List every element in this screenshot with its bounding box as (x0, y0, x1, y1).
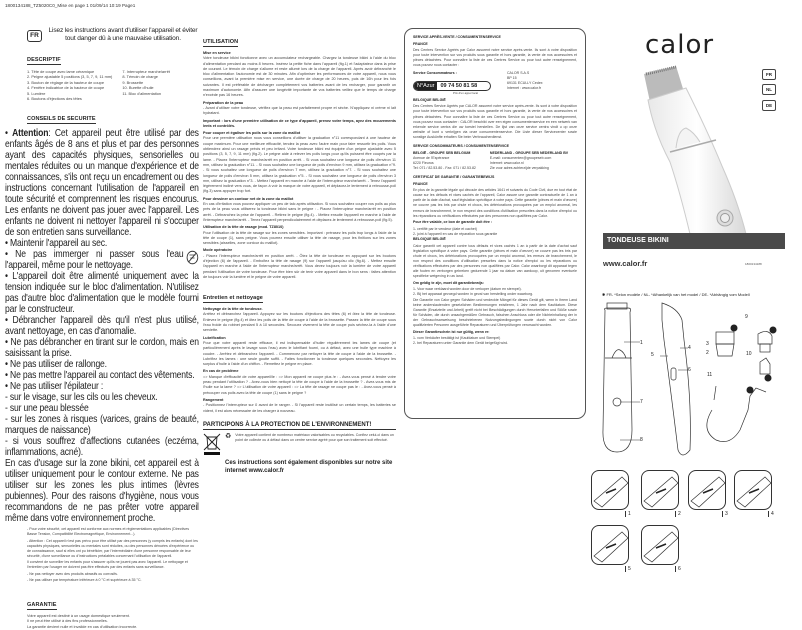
safety-paragraph: • Ne pas utiliser l'épilateur : (5, 381, 104, 393)
safety-attention: • Attention: Cet appareil peut être utilisé par des enfants âgés de 8 ans et plus et par des personnes ayant des capacités physiques, sensorielles ou mentales réduites ou un manque d'expérience et de connaissances, s'ils ont reçu un encadrement ou des instructions concernant l'utilisation de l'appareil en toute sécurité et comprennent les risques encourus. Les enfants ne doivent pas jouer avec l'appareil. Les enfants ne doivent ni nettoyer l'appareil ni s'occuper de son entretien sans surveillance. (5, 128, 199, 239)
section-text: - Positionnez l'interrupteur sur 0 avant de le ranger. - Si l'appareil reste inutilisé un certain temps, les batteries se vident, il est alors nécessaire de les charger à nouveau. (203, 403, 396, 413)
descriptif-heading: DESCRIPTIF (27, 57, 61, 63)
cert-fr-text: En plus de la garantie légale qui découle des articles 1641 et suivants du Code Civil, due en tout état de cause sur les défauts et vices cachés de l'appareil, Calor assure une garantie contractuelle de 1 an à partir de la date d'achat, sauf législation spécifique à votre pays. Cette garantie (pièces et main d'œuvre) ne couvre pas les bris par chute et chocs, les détériorations provoquées par un emploi anormal, les erreurs de branchement, le non respect des conditions d'utilisation prescrites dans la notice d'emploi ou les réparations ou vérifications effectuées par des personnes non qualifiées par Calor. (413, 188, 578, 218)
calor-address (507, 71, 543, 96)
section-text: - Placez l'interrupteur marche/arrêt en position arrêt. - Ôtez la tête de tondeuse en appuyant sur les boutons d'éjection (6) de l'appareil. - Emboîtez la tête de rasage (9) sur l'appareil jusqu'au clic (fig.6). - Mettez ensuite l'appareil en marche à l'aide de l'interrupteur marche/arrêt. Vous devez toujours voir la lumière de votre appareil pendant l'utilisation de votre tondeuse. Pour être bien sûr de tenir votre appareil dans le bon sens : faites attention de toujours voir la lumière et le peigne de votre appareil. (203, 253, 396, 279)
certificate-item: 1- certifié par le vendeur (date et cachet) (413, 226, 477, 231)
address-line: Internet : www.calor.fr (507, 85, 542, 90)
figure-number: 3 (722, 511, 728, 517)
part-number: 7 (640, 399, 643, 405)
instruction-figure (641, 470, 679, 510)
section-text: En cas d'irritation vous pouvez appliquer un peu de talc après utilisation. Si vous souhaitez couper vos poils au plus près de la peau vous utiliserez la tondeuse bikini sans le peigne : - Placez l'interrupteur marche/arrêt en position arrêt. - Débranchez la prise de l'appareil. - Retirez le peigne (fig.4). - Mettez ensuite l'appareil en marche à l'aide de l'interrupteur marche/arrêt. - Tenez l'appareil perpendiculairement et déplacez-le lentement à rebrousse-poil (fig.5). (203, 202, 396, 222)
address-line: 69131 ECULLY Cedex (507, 80, 543, 85)
address-line: CALOR S.A.S (507, 70, 530, 75)
instruction-figure (734, 470, 772, 510)
print-slug-line: 1800134188_TZ5020C0_Mise en page 1 01/09/14 10:19 Page1 (5, 3, 136, 8)
certificate-item: 2- bei Reparaturen unter Garantie dem Gerät beigefügt wird. (413, 341, 509, 346)
section-text: => Manque d'efficacité de votre appareil/le : => Mon appareil ne coupe plus /e : - Avez-vous pensé à tendre votre peau pendant l'utilisation ? - Avez-vous bien nettoyé la tête de coupe à l'aide de la brossette ? - Avez-vous mis de l'huile sur la lame ? => L'utilisation de votre appareil : => La tête de rasage ne coupe pas le : - Avez-vous pensé à précouper vos poils avec la tête de coupe (1) sans le peigne ? (203, 374, 396, 395)
section-text: - Avant d'utiliser votre tondeuse, vérifiez que la peau est parfaitement propre et sèche. N'appliquez ni crème ni lait hydratant. (203, 105, 396, 116)
parts-list-item: 5. Lumière (27, 90, 46, 96)
instruction-figure (591, 470, 629, 510)
parts-list-item: 8. Témoin de charge (122, 74, 158, 80)
figure-number: 4 (768, 511, 774, 517)
recycle-icon: ♻ (225, 432, 232, 440)
lang-de: DE (762, 100, 776, 111)
part-number: 9 (745, 314, 748, 320)
guarantee-line: Il ne peut être utilisé à des fins professionnelles. (27, 619, 108, 624)
parts-list-item: 1. Tête de coupe avec lame céramique (27, 69, 95, 74)
section-heading: Pour dessiner un contour net de la zone du maillot (203, 196, 294, 201)
product-photo-trimmer (640, 62, 770, 234)
cert-be-text: Calor garantit cet appareil contre tous défauts et vices cachés 1 an à partir de la date d'achat sauf législation spécifique à votre pays. Cette garantie (pièces et main d'œuvre) ne couvre pas les bris par chute et chocs, les détériorations provoquées par un emploi anormal, les erreurs de branchement, le non respect des conditions d'utilisation prescrites dans la notice d'emploi ou les réparations ou vérifications effectuées par des personnes non qualifiées par Calor. Calor waarborgt dit apparaat tegen alle fouten en verborgen gebreken gedurende 1 jaar na datum van aankoop, uit genomen eventuele specifieke wetgeving in uw land. (413, 243, 577, 279)
left-header (5, 27, 199, 43)
parts-list-item: 2. Peigne ajustable 5 positions (3, 5, 7, 9, 11 mm) (27, 74, 113, 80)
parts-list-item: 6. Boutons d'éjections des têtes (27, 96, 82, 102)
certificate-item: 2- joint à l'appareil en cas de réparation sous garantie (413, 231, 498, 236)
consumer-service-title: SERVICE CONSOMMATEURS / CONSUMENTENSERVICE (413, 144, 509, 148)
safety-heading: CONSEILS DE SECURITE (27, 116, 96, 123)
section-heading: Mode opératoire (203, 248, 233, 253)
safety-small-paragraph: Il convient de surveiller les enfants pour s'assurer qu'ils ne jouent pas avec l'appareil. Le nettoyage et l'entretien par l'usager ne doivent pas être effectués par des enfants sans surveillance. (27, 560, 188, 570)
safety-paragraph: - sur le visage, sur les cils ou les cheveux. (5, 392, 158, 404)
contact-line: Internet: www.calor.nl (489, 160, 524, 165)
safety-small-paragraph: - Ne pas utiliser par température inférieure à 0 °C et supérieure à 35 °C. (27, 578, 142, 583)
section-heading: Lubrification (203, 335, 226, 340)
parts-list-col2 (122, 69, 170, 101)
france-heading: FRANCE (413, 41, 428, 46)
belgium-contact: BELGIË - GROUPE SEB BELGIUM Avenue de l'Espérance 6220 Fleurus Tel: 071 / 82.53.80 - Fax: 071 / 82.53.82 (413, 150, 476, 170)
safety-paragraph: • Ne pas débrancher en tirant sur le cordon, mais en saisissant la prise. (5, 337, 199, 360)
certificate-item: 1- vom Verkäufer bestätigt ist (Kaufdatum und Stempel) (413, 336, 501, 341)
part-number: 6 (688, 367, 691, 373)
certificate-title: CERTIFICAT DE GARANTIE / GARANTIEBEWIJS (413, 174, 495, 179)
figure-number: 2 (675, 511, 681, 517)
safety-paragraph: • Ne pas mettre l'appareil au contact des vêtements. (5, 370, 195, 382)
section-heading: Nettoyage de la tête de tondeuse. (203, 307, 263, 312)
guarantee-section (5, 593, 199, 630)
parts-list-item: 7. Interrupteur marche/arrêt (122, 69, 170, 74)
safety-paragraph: - sur les zones à risques (varices, grains de beauté, marques de naissance) (5, 414, 199, 437)
contact-line: Avenue de l'Espérance (413, 155, 450, 160)
contact-line: E-mail: consumenten@groupeseb.com (489, 155, 552, 160)
figure-number: 5 (625, 566, 631, 572)
netherlands-contact: NEDERLAND - GROUPE SEB NEDERLAND BV E-mail: consumenten@groupeseb.com Internet: www.calor.nl Zie voor adres achterzijde verpakking (489, 150, 569, 170)
weee-bin-icon (203, 433, 221, 455)
part-number: 1 (640, 340, 643, 346)
section-heading: Utilisation de la tête de rasage (mod. TZ8010) (203, 225, 284, 230)
cover-reference: 1800134188 (745, 262, 762, 266)
model-note: ✱ FR- *Selon modèle / NL- *Afhankelijk van het model / DE- *Abhängig vom Modell (602, 292, 750, 297)
instruction-figure (688, 470, 726, 510)
section-text: Arrêtez et débranchez l'appareil. Appuyez sur les boutons d'éjections des têtes (6) et ôtez la tête de tondeuse. Enlevez le peigne (fig.4) et ôtez les poils de la tête de coupe à l'aide de la brossette. Passez la tête de coupe sous l'eau froide du robinet pendant 5 à 10 secondes. Secouez vivement la tête de coupe puis séchez-la à l'aide d'une serviette. (203, 312, 396, 333)
environment-heading: PARTICIPONS À LA PROTECTION DE L'ENVIRONNEMENT! (203, 422, 396, 430)
maintenance-heading: Entretien et nettoyage (203, 295, 263, 302)
part-number: 11 (707, 372, 713, 378)
belgium-heading: BELGIQUE BELGIË (413, 97, 446, 102)
safety-small-paragraph: - Pour votre sécurité, cet appareil est conforme aux normes et réglementations applicables (Directives Basse Tension, Compatibilité Electromagnétique, Environnement...). (27, 527, 189, 537)
part-number: 4 (688, 345, 691, 351)
safety-small-paragraph: - Ne pas nettoyer avec des produits abrasifs ou corrosifs. (27, 571, 118, 576)
cert-de-text: Die Garantie von Calor gegen Schäden und verdeckte Mängel für dieses Gerät gilt, wenn in Ihrem Land keine anderslautenden gesetzlichen Bestimmungen existieren, 1 Jahr nach dem Kaufdatum. Diese Garantie (Ersatzteile und Arbeit) greift nicht bei Beschädigungen durch Herunterfallen und Stöße sowie für Schäden, die durch unsachgemäßen Gebrauch, falschen Anschluss oder die Nichteinhaltung der in der Gebrauchsanweisung beschriebenen Nutzungsbedingungen sowie durch nicht von Calor qualifizierten Personen ausgeführte Reparaturen und Überprüfungen verursacht wurden. (413, 297, 577, 327)
part-number: 8 (640, 437, 643, 443)
cover-website: www.calor.fr (603, 259, 648, 268)
lang-fr: FR (762, 69, 776, 80)
instruction-figure (591, 525, 629, 565)
guarantee-heading: GARANTIE (27, 601, 57, 608)
figure-number: 1 (625, 511, 631, 517)
section-heading: En cas de problème (203, 369, 239, 374)
safety-paragraph: • Débrancher l'appareil dès qu'il n'est plus utilisé, avant nettoyage, en cas d'anomalie. (5, 315, 199, 338)
guarantee-line: La garantie devient nulle et invalide en cas d'utilisation incorrecte. (27, 624, 138, 629)
parts-list-item: 10. Burette d'huile (122, 85, 154, 91)
usage-heading: UTILISATION (203, 39, 239, 45)
parts-diagram (600, 300, 800, 460)
phone-number: 09 74 50 81 58 (440, 82, 478, 89)
safety-paragraph: • Maintenir l'appareil au sec. (5, 238, 108, 250)
section-heading: Pour couper et égaliser les poils sur la zone du maillot (203, 131, 301, 136)
service-label: Service Consommateurs : (413, 70, 457, 75)
part-number: 2 (706, 350, 709, 356)
language-badge-fr: FR (27, 30, 42, 42)
safety-text (5, 128, 199, 524)
website-note: Ces instructions sont également disponibles sur notre site internet www.calor.fr (225, 459, 393, 475)
belgium-text: Des Centres Service Agréés par CALOR assurent notre service après-vente. Ils sont à votre disposition pour toute intervention sur vos produits sous garantie et hors garantie, la vente de nos accessoires et pièces détachées. Pour connaître la liste de ces Centres Service ou pour tout autre renseignement, vous pouvez nous contacter : CALOR beschikt over een eigen consumentenservice en een netwerk van erkende service centra die uw toestel herstellen. De lijst van onze service centra vindt u op onze website of kunt u verkrijgen via onze consumentenservice. Die Liste dieser Servicecenter sowie sonstige Auskünfte erhalten Sie beim Verbraucherdienst. (413, 104, 577, 139)
parts-list-item: 4. Fenêtre indicatrice de la hauteur de coupe (27, 85, 105, 91)
after-sales-service-box: SERVICE APRÈS-VENTE / CONSUMENTENSERVICE FRANCE Des Centres Service Agréés par Calor assurent notre service après-vente. Ils sont à votre disposition pour toute intervention sur vos produits sous garantie et hors garantie, la vente de nos accessoires et pièces détachées. Pour connaître la liste de ces Centres Service ou pour tout autre renseignement, vous pouvez nous contacter : Service Consommateurs : N°Azur 09 74 50 81 58 Prix d'un appel local CALOR S.A.S BP 15 69131 ECULLY Cedex Internet : www.calor.fr BELGIQUE BELGIË Des Centres Service Agréés par CALOR assurent notre service après-vente. Ils sont à votre disposition pour toute intervention sur vos produits sous garantie et hors garantie, la vente de nos accessoires et pièces détachées. Pour connaître la liste de ces Centres Service ou pour tout autre renseignement, vous pouvez nous contacter : CALOR beschikt over een eigen consumentenservice en een netwerk van erkende service centra die uw toestel herstellen. De lijst van onze service centra vindt u op onze website of kunt u verkrijgen via onze consumentenservice. Die Liste dieser Servicecenter sowie sonstige Auskünfte erhalten Sie beim Verbraucherdienst. SERVICE CONSOMMATEURS / CONSUMENTENSERVICE BELGIË - GROUPE SEB BELGIUM Avenue de l'Espérance 6220 Fleurus Tel: 071 / 82.53.80 - Fax: 071 / 82.53.82 NEDERLAND - GROUPE SEB NEDERLAND BV E-mail: consumenten@groupeseb.com Internet: www.calor.nl Zie voor adres achterzijde verpakking CERTIFICAT DE GARANTIE / GARANTIEBEWIJS FRANCE En plus de la garantie légale qui découle des articles 1641 et suivants du Code Civil, due en tout état de cause sur les défauts et vices cachés de l'appareil, Calor assure une garantie contractuelle de 1 an à partir de la date d'achat, sauf législation spécifique à votre pays. Cette garantie (pièces et main d'œuvre) ne couvre pas les bris par chute et chocs, les détériorations provoquées par un emploi anormal, les erreurs de branchement, le non respect des conditions d'utilisation prescrites dans la notice d'emploi ou les réparations ou vérifications effectuées par des personnes non qualifiées par Calor. Pour être valable, ce bon de garantie doit être : 1- certifié par le vendeur (date et cachet) 2- joint à l'appareil en cas de réparation sous garantie BELGIQUE BELGIË Calor garantit cet appareil contre tous défauts et vices cachés 1 an à partir de la date d'achat sauf législation spécifique à votre pays. Cette garantie (pièces et main d'œuvre) ne couvre pas les bris par chute et chocs, les détériorations provoquées par un emploi anormal, les erreurs de branchement, le non respect des conditions d'utilisation prescrites dans la notice d'emploi ou les réparations ou vérifications effectuées par des personnes non qualifiées par Calor. Calor waarborgt dit apparaat tegen alle fouten en verborgen gebreken gedurende 1 jaar na datum van aankoop, uit genomen eventuele specifieke wetgeving in uw land. Om geldig te zijn, moet dit garantiebewijs: 1- Voor waar verklaard worden door de verkoper (datum en stempel). 2- Bij het apparaat gevoegd worden in geval van herstelling onder waarborg. Die Garantie von Calor gegen Schäden und verdeckte Mängel für dieses Gerät gilt, wenn in Ihrem Land keine anderslautenden gesetzlichen Bestimmungen existieren, 1 Jahr nach dem Kaufdatum. Diese Garantie (Ersatzteile und Arbeit) greift nicht bei Beschädigungen durch Herunterfallen und Stöße sowie für Schäden, die durch unsachgemäßen Gebrauch, falschen Anschluss oder die Nichteinhaltung der in der Gebrauchsanweisung beschriebenen Nutzungsbedingungen sowie durch nicht von Calor qualifizierten Personen ausgeführte Reparaturen und Überprüfungen verursacht wurden. Dieser Garantieschein ist nur gültig, wenn er: 1- vom Verkäufer bestätigt ist (Kaufdatum und Stempel) 2- bei Reparaturen unter Garantie dem Gerät beigefügt wird. (404, 28, 586, 419)
descriptif-section (5, 48, 199, 101)
safety-paragraph (5, 249, 199, 271)
part-number: 5 (651, 352, 654, 358)
lang-nl: NL (762, 84, 776, 95)
usage-column (203, 30, 396, 476)
certificate-item: 2- Bij het apparaat gevoegd worden in geval van herstelling onder waarborg. (413, 292, 534, 297)
parts-list-col1 (27, 69, 112, 101)
environment-section (203, 422, 396, 476)
safety-paragraph: • L'appareil doit être alimenté uniquement avec la tension indiquée sur le bloc d'alimentation. N'utilisez pas d'autre bloc d'alimentation que le modèle fourni par le constructeur. (5, 271, 199, 316)
section-heading: Mise en service (203, 51, 231, 55)
product-name-banner: TONDEUSE BIKINI (603, 233, 785, 249)
safety-paragraph: - si vous souffrez d'affections cutanées (eczéma, inflammations, acné). (5, 436, 199, 459)
section-heading: Rangement (203, 397, 224, 402)
guarantee-line: Votre appareil est destiné à un usage domestique seulement. (27, 613, 131, 618)
section-text: Pour une première utilisation nous vous conseillons d'utiliser la graduation n°11 correspondant à une hauteur de coupe maximum. Pour une meilleure efficacité, tendez la peau avec l'autre main pour faire ressortir les poils. Vous obtiendrez ainsi un rasage précis et peu irritant. Votre tondeuse bikini est équipée d'un peigne ajustable avec 5 positions (3, 5, 7, 9, 11 mm) (fig.2). Le peigne aide à relever les poils longs pour qu'ils puissent être coupés par la lame. - Placez l'interrupteur marche/arrêt en position arrêt. - Si vous souhaitez une longueur de poils d'environ 11 mm, utilisez la graduation n°11. - Si vous souhaitez une longueur de poils d'environ 9 mm, utilisez la graduation n°9. - Si vous souhaitez une longueur de poils d'environ 7 mm, utilisez la graduation n°7. - Si vous souhaitez une longueur de poils d'environ 5 mm, utilisez la graduation n°5. - Si vous souhaitez une longueur de poils d'environ 3 mm, utilisez la graduation n°3. - Mettez l'appareil en marche à l'aide de l'interrupteur marche/arrêt. - Tenez l'appareil légèrement incliné vers vous, de façon à voir la marque de votre appareil, et déplacez-le lentement à rebrousse-poil (fig.3) sans appuyer trop fort. (203, 136, 396, 194)
contact-line: 6220 Fleurus (413, 160, 434, 165)
environment-text: Votre appareil contient de nombreux matériaux valorisables ou recyclables. Confiez celui-ci dans un point de collecte ou à défaut dans un centre service agréé pour que son traitement soit effectué. (235, 432, 394, 442)
calor-logo: calor (645, 30, 715, 60)
france-text: Des Centres Service Agréés par Calor assurent notre service après-vente. Ils sont à votre disposition pour toute intervention sur vos produits sous garantie et hors garantie, la vente de nos accessoires et pièces détachées. Pour connaître la liste de ces Centres Service ou pour tout autre renseignement, vous pouvez nous contacter : (413, 48, 577, 68)
parts-list-item: 3. Bouton de réglage de la hauteur de coupe (27, 79, 105, 85)
service-title: SERVICE APRÈS-VENTE / CONSUMENTENSERVICE (413, 35, 501, 39)
parts-list-item: 9. Brossette (122, 79, 144, 85)
figure-number: 6 (675, 566, 681, 572)
safety-heading-wrap (5, 107, 199, 125)
section-heading: Important : lors d'une première utilisation de ce type d'appareil, prenez votre temps, ayez des mouvements lents et contrôlés. (203, 118, 396, 128)
certificate-item: 1- Voor waar verklaard worden door de verkoper (datum en stempel). (413, 287, 522, 292)
safety-small-paragraph: - Attention : Cet appareil n'est pas prévu pour être utilisé par des personnes (y compris les enfants) dont les capacités physiques, sensorielles ou mentales sont réduites, ou des personnes dénuées d'expérience ou de connaissance, sauf si elles ont pu bénéficier, par l'intermédiaire d'une personne responsable de leur sécurité, d'une surveillance ou d'instructions préalables concernant l'utilisation de l'appareil. (27, 538, 198, 558)
instruction-figure (641, 525, 679, 565)
contact-line: Zie voor adres achterzijde verpakking (489, 165, 549, 170)
no-water-icon (186, 250, 199, 265)
safety-paragraph-text: • Ne pas immerger ni passer sous l'eau l'appareil, même pour le nettoyage. (5, 249, 184, 272)
phone-badge: N°Azur 09 74 50 81 58 (413, 81, 491, 91)
section-text: Votre tondeuse bikini fonctionne avec un accumulateur rechargeable. Chargez la tondeuse bikini à l'aide du bloc d'alimentation pendant au moins 8 heures. Insérez la petite fiche dans l'appareil (fig.1) et l'adaptateur dans la prise de courant. Le témoin de charge s'allume et reste allumé lors de la charge de l'appareil. Après avoir débranché le bloc d'alimentation l'autonomie est de 30 minutes. Afin d'optimiser les performances de votre appareil, nous vous conseillons, avant la première mise en service, une durée de charge de 20 heures, puis de 16h pour les fois suivantes. Il est préférable de décharger complètement vos batteries avant de les recharger, pour garantir un maximum d'autonomie. Afin d'assurer une longévité importante de vos batteries veillez que le temps de charge n'excède pas 16 heures. (203, 56, 396, 98)
section-heading: Préparation de la peau (203, 100, 244, 105)
safety-small-print (5, 527, 199, 585)
safety-paragraph: - sur une peau blessée (5, 403, 89, 415)
left-column (5, 27, 199, 630)
warning-title: Lisez les instructions avant d'utiliser l'appareil et éviter tout danger dû à une mauvaise utilisation. (48, 27, 198, 42)
safety-paragraph: En cas d'usage sur la zone bikini, cet appareil est à utiliser uniquement pour le contour externe. Ne pas utiliser sur les zones les plus intimes (lèvres pubiennes). Pour des raisons d'hygiène, nous vous recommandons de ne pas prêter votre appareil même dans votre environnement proche. (5, 458, 199, 525)
section-text: Pour l'utilisation de la tête de rasage sur les zones sensibles. Important : prérasez les poils trop longs à l'aide de la tête de coupe (1), sans peigne. Vous pourrez ensuite utiliser la tête de rasage, pour les finitions sur les zones sensibles (aisselles, zone contour du maillot). (203, 230, 396, 246)
parts-list-item: 11. Bloc d'alimentation (122, 90, 162, 96)
safety-paragraph: • Ne pas utiliser de rallonge. (5, 359, 107, 371)
part-number: 3 (706, 341, 709, 347)
star-icon: ✱ (602, 292, 607, 297)
address-line: BP 15 (507, 75, 517, 80)
part-number: 10 (746, 351, 752, 357)
contact-line: Tel: 071 / 82.53.80 - Fax: 071 / 82.53.82 (413, 165, 476, 170)
section-text: Pour que votre appareil reste efficace, il est indispensable d'huiler régulièrement les lames de coupe (et particulièrement après le lavage sous l'eau) avec le lubrifiant fourni, ou à défaut, avec une huile type machine à coudre. - Arrêtez et débranchez l'appareil. - Commencez par nettoyer la tête de coupe à l'aide de la brossette. - Lubrifiez les lames : une seule goutte suffit. - Faites fonctionner la tondeuse quelques secondes. Nettoyez les surplus d'huile à l'aide d'un chiffon. - Remettez le peigne en place. (203, 340, 396, 367)
